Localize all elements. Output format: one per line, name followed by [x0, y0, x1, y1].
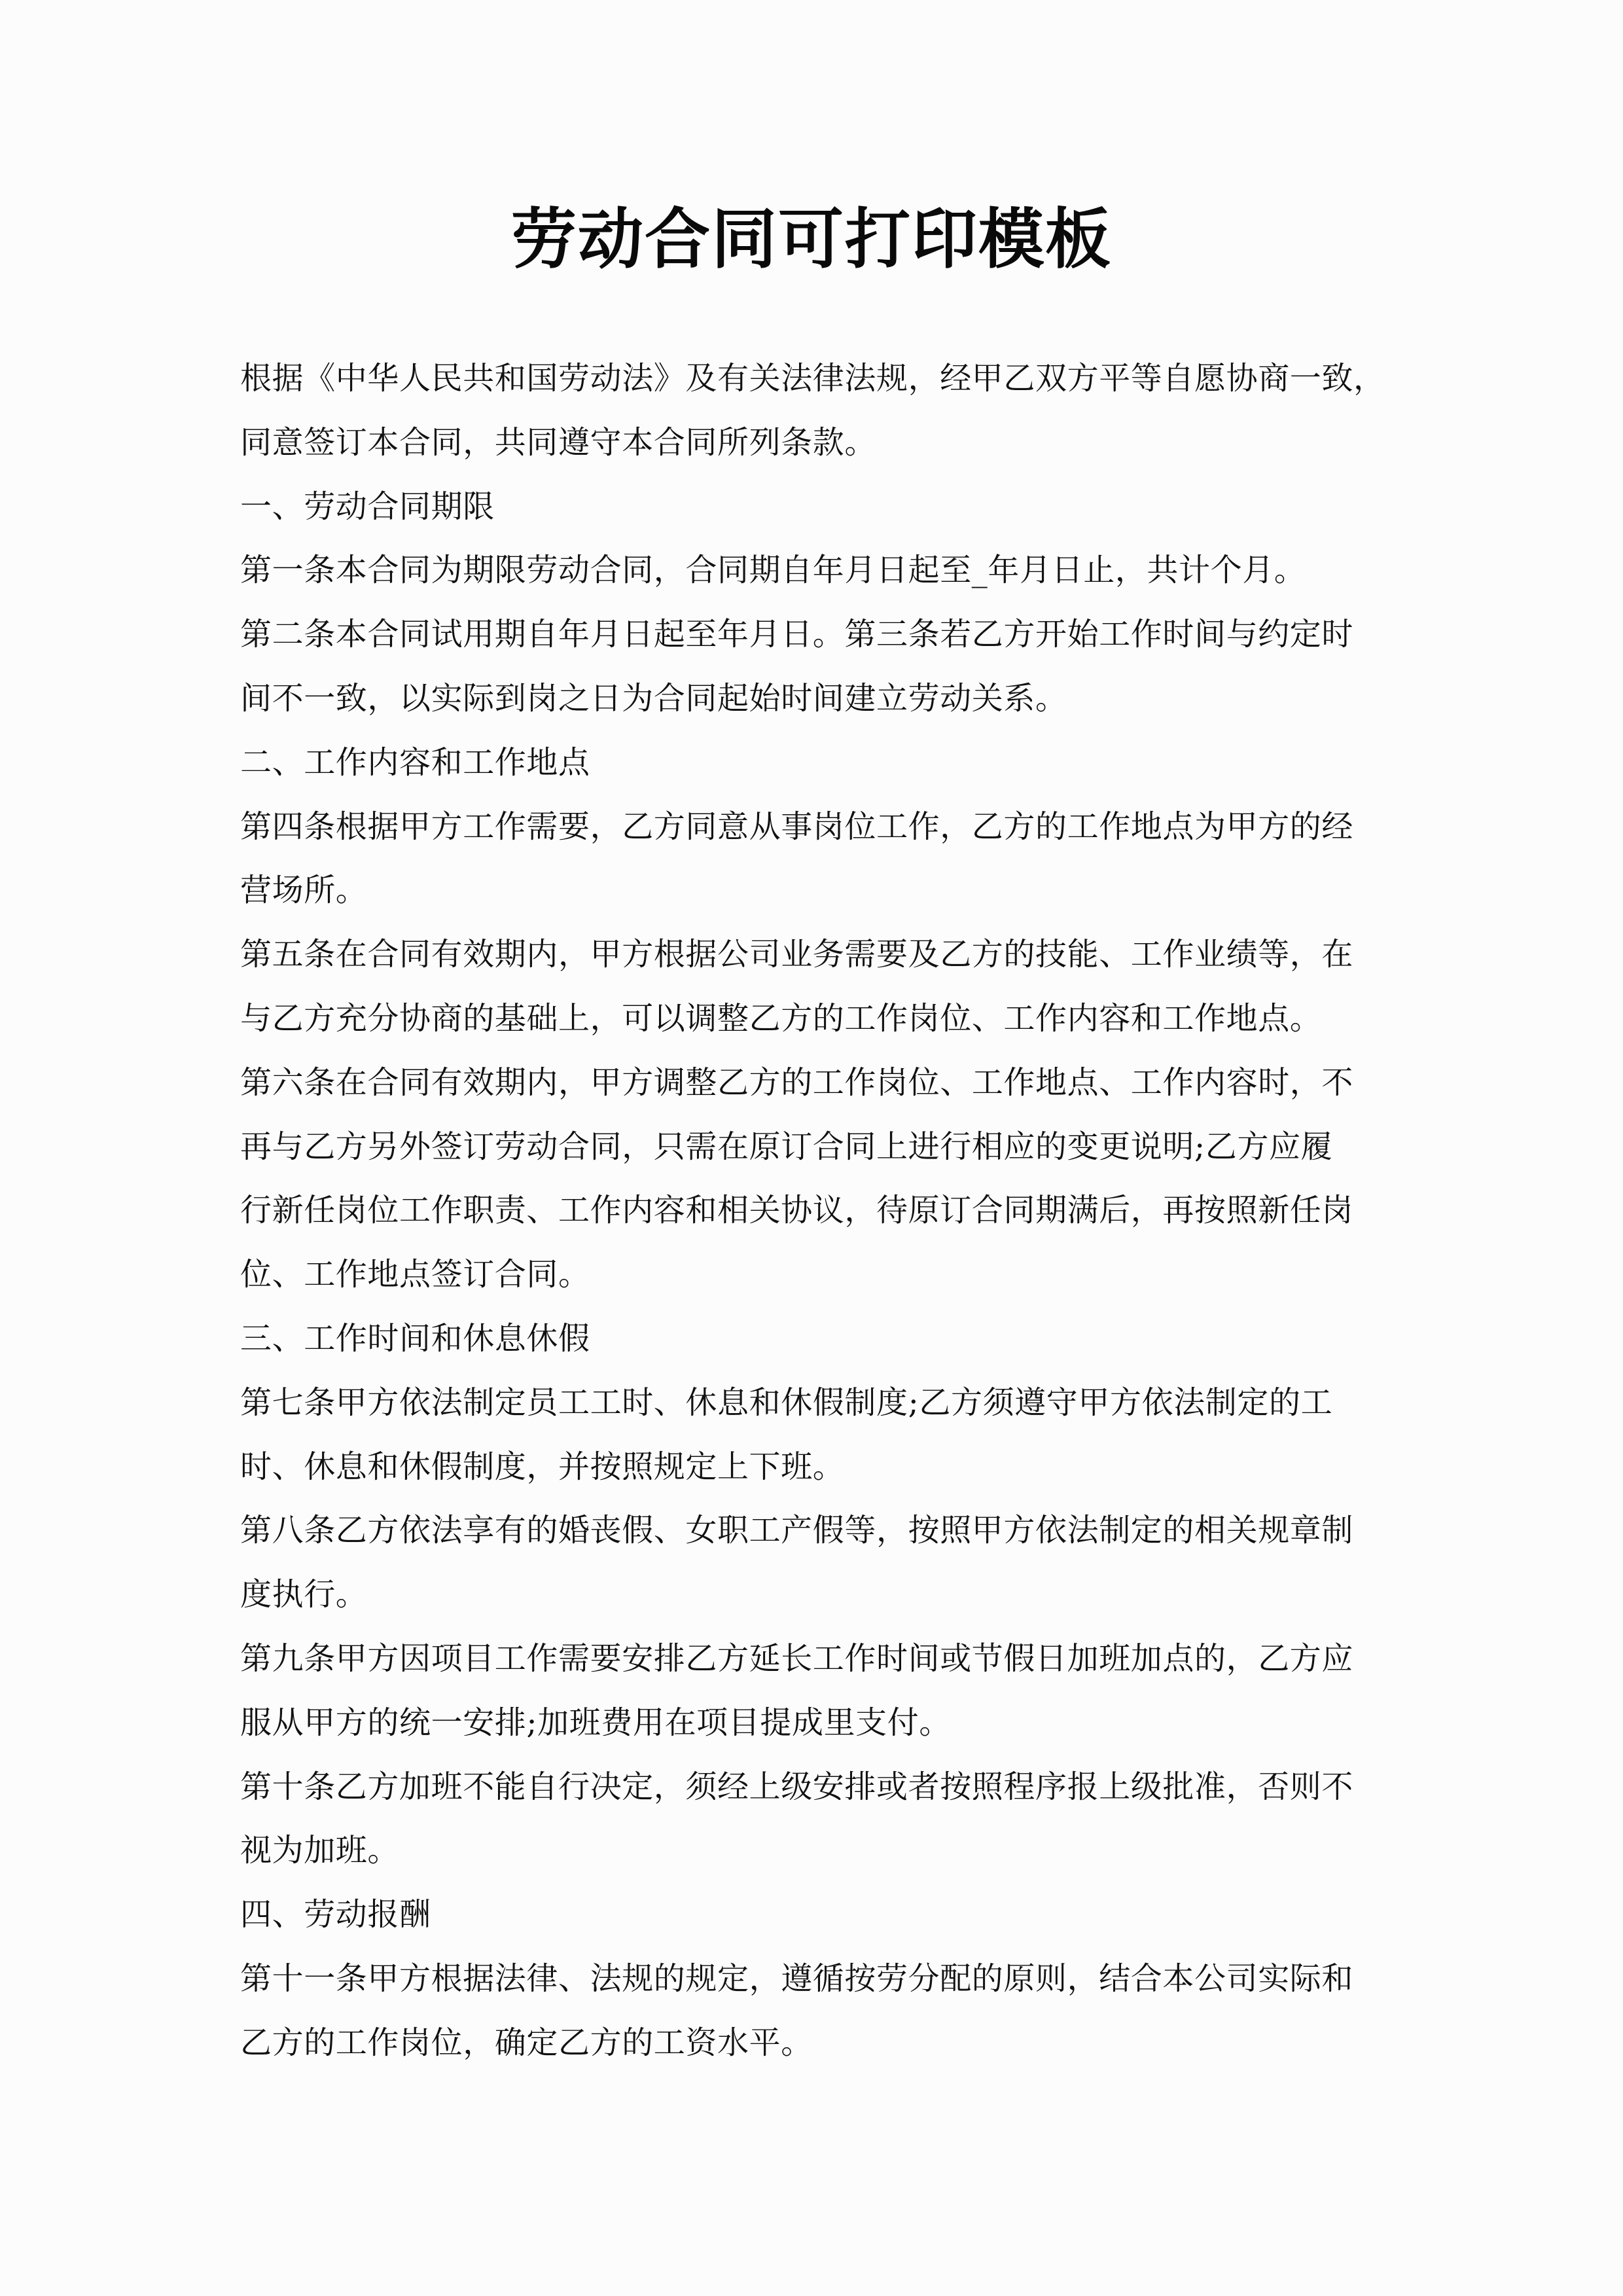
paragraph-line: 位、工作地点签订合同。 [240, 1256, 590, 1293]
document-title: 劳动合同可打印模板 [511, 200, 1112, 278]
section-heading: 二、工作内容和工作地点 [240, 744, 590, 781]
paragraph-line: 与乙方充分协商的基础上，可以调整乙方的工作岗位、工作内容和工作地点。 [240, 999, 1322, 1037]
section-heading: 一、劳动合同期限 [240, 488, 495, 525]
paragraph-line: 第一条本合同为期限劳动合同，合同期自年月日起至_年月日止，共计个月。 [240, 552, 1306, 589]
paragraph-line: 第五条在合同有效期内，甲方根据公司业务需要及乙方的技能、工作业绩等，在 [240, 936, 1354, 973]
paragraph-line: 第九条甲方因项目工作需要安排乙方延长工作时间或节假日加班加点的，乙方应 [240, 1640, 1354, 1677]
paragraph-line: 第四条根据甲方工作需要，乙方同意从事岗位工作，乙方的工作地点为甲方的经 [240, 808, 1354, 845]
paragraph-line: 间不一致，以实际到岗之日为合同起始时间建立劳动关系。 [240, 679, 1067, 717]
section-heading: 四、劳动报酬 [240, 1896, 431, 1933]
paragraph-line: 第十一条甲方根据法律、法规的规定，遵循按劳分配的原则，结合本公司实际和 [240, 1960, 1354, 1997]
paragraph-line: 服从甲方的统一安排;加班费用在项目提成里支付。 [240, 1704, 951, 1741]
paragraph-line: 再与乙方另外签订劳动合同，只需在原订合同上进行相应的变更说明;乙方应履 [240, 1128, 1333, 1165]
paragraph-line: 行新任岗位工作职责、工作内容和相关协议，待原订合同期满后，再按照新任岗 [240, 1192, 1354, 1229]
paragraph-line: 第八条乙方依法享有的婚丧假、女职工产假等，按照甲方依法制定的相关规章制 [240, 1512, 1354, 1549]
document-body [240, 347, 1385, 2075]
section-heading: 三、工作时间和休息休假 [240, 1319, 590, 1357]
paragraph-line: 第六条在合同有效期内，甲方调整乙方的工作岗位、工作地点、工作内容时，不 [240, 1064, 1354, 1101]
paragraph-line: 乙方的工作岗位，确定乙方的工资水平。 [240, 2024, 813, 2061]
paragraph-line: 度执行。 [240, 1576, 368, 1613]
paragraph-line: 第二条本合同试用期自年月日起至年月日。第三条若乙方开始工作时间与约定时 [240, 616, 1354, 653]
paragraph-line: 营场所。 [240, 872, 368, 909]
paragraph-line: 视为加班。 [240, 1832, 400, 1869]
paragraph-line: 同意签订本合同，共同遵守本合同所列条款。 [240, 423, 877, 461]
paragraph-line: 根据《中华人民共和国劳动法》及有关法律法规，经甲乙双方平等自愿协商一致， [240, 360, 1385, 397]
paragraph-line: 时、休息和休假制度，并按照规定上下班。 [240, 1448, 845, 1485]
paragraph-line: 第七条甲方依法制定员工工时、休息和休假制度;乙方须遵守甲方依法制定的工 [240, 1384, 1333, 1421]
paragraph-line: 第十条乙方加班不能自行决定，须经上级安排或者按照程序报上级批准，否则不 [240, 1768, 1354, 1805]
